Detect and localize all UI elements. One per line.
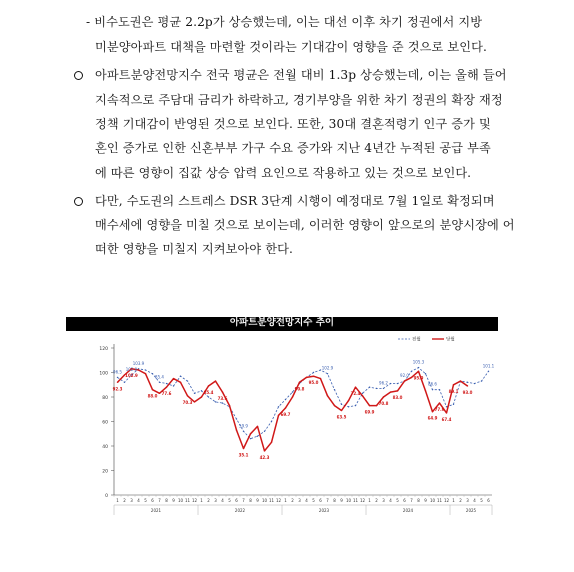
point-curr bbox=[376, 405, 377, 406]
point-prev bbox=[390, 383, 391, 384]
point-prev bbox=[397, 383, 398, 384]
point-curr bbox=[348, 400, 349, 401]
point-prev bbox=[418, 367, 419, 368]
x-tick-label: 11 bbox=[352, 498, 359, 503]
point-curr bbox=[404, 380, 405, 381]
bullet-circle-icon bbox=[74, 197, 83, 206]
data-label-curr: 69.7 bbox=[280, 412, 291, 418]
x-tick-label: 6 bbox=[319, 498, 322, 503]
point-prev bbox=[166, 383, 167, 384]
x-tick-label: 7 bbox=[158, 498, 161, 503]
point-prev bbox=[222, 402, 223, 403]
paragraph-2-line-2: 매수세에 영향을 미칠 것으로 보이는데, 이러한 영향이 앞으로의 분양시장에 어 bbox=[95, 218, 515, 232]
x-tick-label: 3 bbox=[130, 498, 133, 503]
point-prev bbox=[425, 373, 426, 374]
point-curr bbox=[425, 390, 426, 391]
data-label-curr: 69.9 bbox=[364, 409, 375, 415]
x-tick-label: 8 bbox=[333, 498, 336, 503]
x-year-label: 2022 bbox=[234, 508, 246, 513]
point-curr bbox=[236, 429, 237, 430]
x-tick-label: 9 bbox=[256, 498, 259, 503]
x-tick-label: 5 bbox=[144, 498, 147, 503]
point-prev bbox=[236, 418, 237, 419]
data-label-curr: 102.9 bbox=[125, 372, 138, 378]
y-tick-label: 80 bbox=[102, 396, 108, 401]
bullet-circle-icon bbox=[74, 71, 83, 80]
point-prev bbox=[215, 401, 216, 402]
point-curr bbox=[229, 405, 230, 406]
x-tick-label: 3 bbox=[298, 498, 301, 503]
point-curr bbox=[320, 378, 321, 379]
x-tick-label: 11 bbox=[436, 498, 443, 503]
point-prev bbox=[243, 431, 244, 432]
point-curr bbox=[194, 401, 195, 402]
point-curr bbox=[355, 387, 356, 388]
point-curr bbox=[173, 378, 174, 379]
point-curr bbox=[278, 415, 279, 416]
data-label-curr: 73.6 bbox=[217, 396, 228, 402]
x-year-label: 2024 bbox=[402, 508, 414, 513]
x-tick-label: 5 bbox=[228, 498, 231, 503]
point-prev bbox=[446, 406, 447, 407]
point-prev bbox=[257, 436, 258, 437]
x-tick-label: 12 bbox=[359, 498, 366, 503]
point-prev bbox=[369, 387, 370, 388]
point-curr bbox=[138, 369, 139, 370]
data-label-curr: 95.0 bbox=[308, 380, 319, 386]
x-tick-label: 6 bbox=[151, 498, 154, 503]
x-tick-label: 3 bbox=[466, 498, 469, 503]
point-curr bbox=[257, 426, 258, 427]
point-prev bbox=[117, 377, 118, 378]
x-tick-label: 12 bbox=[191, 498, 198, 503]
legend-label-prev: 전월 bbox=[412, 337, 421, 343]
point-curr bbox=[292, 396, 293, 397]
data-label-prev: 59.9 bbox=[239, 423, 248, 429]
data-label-prev: 101.1 bbox=[482, 363, 495, 369]
x-tick-label: 6 bbox=[403, 498, 406, 503]
data-label-curr: 89.1 bbox=[448, 388, 459, 394]
x-year-label: 2023 bbox=[318, 508, 330, 513]
point-curr bbox=[369, 405, 370, 406]
x-tick-label: 1 bbox=[284, 498, 287, 503]
point-curr bbox=[411, 377, 412, 378]
point-curr bbox=[264, 450, 265, 451]
point-curr bbox=[215, 380, 216, 381]
y-tick-label: 120 bbox=[99, 347, 108, 352]
point-prev bbox=[432, 389, 433, 390]
x-tick-label: 11 bbox=[268, 498, 275, 503]
x-tick-label: 3 bbox=[214, 498, 217, 503]
point-prev bbox=[152, 373, 153, 374]
data-label-prev: 92.0 bbox=[400, 373, 409, 379]
y-tick-label: 100 bbox=[99, 371, 108, 377]
data-label-curr: 35.1 bbox=[238, 452, 249, 458]
point-curr bbox=[187, 395, 188, 396]
data-label-curr: 64.9 bbox=[427, 415, 438, 421]
x-tick-label: 2 bbox=[207, 498, 210, 503]
point-curr bbox=[285, 407, 286, 408]
data-label-curr: 70.8 bbox=[378, 401, 389, 406]
point-curr bbox=[166, 387, 167, 388]
point-prev bbox=[453, 404, 454, 405]
x-tick-label: 5 bbox=[396, 498, 399, 503]
x-tick-label: 1 bbox=[368, 498, 371, 503]
point-curr bbox=[299, 382, 300, 383]
point-prev bbox=[173, 385, 174, 386]
x-tick-label: 4 bbox=[221, 498, 224, 503]
point-prev bbox=[208, 396, 209, 397]
point-curr bbox=[117, 382, 118, 383]
point-prev bbox=[439, 389, 440, 390]
point-curr bbox=[418, 371, 419, 372]
point-prev bbox=[292, 391, 293, 392]
x-year-label: 2025 bbox=[465, 508, 477, 513]
y-tick-label: 60 bbox=[102, 420, 108, 426]
x-tick-label: 4 bbox=[389, 498, 392, 503]
point-prev bbox=[474, 383, 475, 384]
point-curr bbox=[313, 375, 314, 376]
point-curr bbox=[383, 396, 384, 397]
point-curr bbox=[243, 448, 244, 449]
x-tick-label: 4 bbox=[473, 498, 476, 503]
point-curr bbox=[152, 389, 153, 390]
data-label-curr: 92.3 bbox=[112, 386, 123, 392]
x-tick-label: 10 bbox=[345, 498, 352, 503]
x-tick-label: 11 bbox=[184, 498, 191, 503]
point-prev bbox=[327, 373, 328, 374]
x-tick-label: 10 bbox=[429, 498, 436, 503]
point-prev bbox=[376, 388, 377, 389]
point-curr bbox=[397, 390, 398, 391]
point-prev bbox=[285, 399, 286, 400]
apartment-presale-index-chart bbox=[66, 330, 498, 520]
point-curr bbox=[390, 391, 391, 392]
point-prev bbox=[362, 393, 363, 394]
data-label-curr: 83.0 bbox=[392, 394, 403, 400]
point-curr bbox=[180, 382, 181, 383]
point-curr bbox=[341, 410, 342, 411]
data-label-prev: 85.4 bbox=[155, 374, 164, 380]
x-tick-label: 4 bbox=[305, 498, 308, 503]
paragraph-1-line-1: 아파트분양전망지수 전국 평균은 전월 대비 1.3p 상승했는데, 이는 올해 들어 bbox=[95, 68, 507, 82]
x-tick-label: 1 bbox=[452, 498, 455, 503]
point-curr bbox=[362, 395, 363, 396]
x-tick-label: 8 bbox=[249, 498, 252, 503]
point-prev bbox=[201, 390, 202, 391]
point-curr bbox=[222, 391, 223, 392]
data-label-prev: 96.5 bbox=[113, 369, 122, 375]
point-prev bbox=[411, 371, 412, 372]
point-curr bbox=[460, 380, 461, 381]
data-label-curr: 77.9 bbox=[434, 407, 445, 413]
x-tick-label: 10 bbox=[177, 498, 184, 503]
point-prev bbox=[145, 369, 146, 370]
point-curr bbox=[145, 373, 146, 374]
data-label-curr: 63.5 bbox=[336, 414, 347, 420]
data-label-curr: 67.4 bbox=[441, 416, 452, 422]
x-tick-label: 9 bbox=[172, 498, 175, 503]
paragraph-1-line-3: 정책 기대감이 반영된 것으로 보인다. 또한, 30대 결혼적령기 인구 증가 및 bbox=[95, 117, 491, 131]
point-prev bbox=[383, 388, 384, 389]
x-tick-label: 6 bbox=[487, 498, 490, 503]
x-tick-label: 1 bbox=[200, 498, 203, 503]
data-label-curr: 88.0 bbox=[147, 393, 158, 399]
point-curr bbox=[159, 393, 160, 394]
data-label-curr: 77.6 bbox=[161, 391, 172, 397]
point-prev bbox=[187, 380, 188, 381]
data-label-curr: 72.4 bbox=[350, 391, 361, 397]
data-label-curr: 93.0 bbox=[462, 389, 473, 395]
point-prev bbox=[467, 382, 468, 383]
point-prev bbox=[348, 406, 349, 407]
point-prev bbox=[250, 438, 251, 439]
point-prev bbox=[355, 405, 356, 406]
y-tick-label: 20 bbox=[102, 469, 108, 475]
point-prev bbox=[271, 421, 272, 422]
x-tick-label: 2 bbox=[375, 498, 378, 503]
point-curr bbox=[439, 402, 440, 403]
point-prev bbox=[341, 404, 342, 405]
data-label-curr: 90.8 bbox=[294, 386, 305, 392]
x-tick-label: 5 bbox=[312, 498, 315, 503]
point-curr bbox=[306, 377, 307, 378]
point-prev bbox=[278, 406, 279, 407]
point-prev bbox=[488, 371, 489, 372]
y-tick-label: 0 bbox=[105, 494, 108, 499]
sub-bullet-line-2: 미분양아파트 대책을 마련할 것이라는 기대감이 영향을 준 것으로 보인다. bbox=[95, 40, 487, 54]
point-curr bbox=[453, 384, 454, 385]
point-curr bbox=[446, 412, 447, 413]
x-tick-label: 9 bbox=[424, 498, 427, 503]
x-year-label: 2021 bbox=[150, 508, 162, 513]
x-tick-label: 2 bbox=[123, 498, 126, 503]
point-curr bbox=[201, 396, 202, 397]
chart-title: 아파트분양전망지수 추이 bbox=[229, 317, 335, 328]
data-label-prev: 103.9 bbox=[132, 360, 145, 366]
y-tick-label: 40 bbox=[102, 445, 108, 450]
point-curr bbox=[271, 442, 272, 443]
paragraph-1-line-2: 지속적으로 주담대 금리가 하락하고, 경기부양을 위한 차기 정권의 확장 재정 bbox=[95, 93, 503, 107]
data-label-prev: 102.9 bbox=[125, 366, 138, 372]
x-tick-label: 12 bbox=[443, 498, 450, 503]
x-tick-label: 8 bbox=[417, 498, 420, 503]
sub-bullet-line-1: - 비수도권은 평균 2.2p가 상승했는데, 이는 대선 이후 차기 정권에서 지방 bbox=[86, 15, 483, 29]
x-tick-label: 2 bbox=[459, 498, 462, 503]
point-curr bbox=[208, 385, 209, 386]
x-tick-label: 1 bbox=[116, 498, 119, 503]
paragraph-2-line-1: 다만, 수도권의 스트레스 DSR 3단계 시행이 예정대로 7월 1일로 확정되며 bbox=[95, 194, 495, 208]
point-curr bbox=[250, 433, 251, 434]
legend-label-curr: 당월 bbox=[446, 337, 455, 343]
data-label-curr: 70.3 bbox=[182, 399, 193, 405]
paragraph-1-line-5: 에 따른 영향이 집값 상승 압력 요인으로 작용하고 있는 것으로 보인다. bbox=[95, 166, 472, 180]
x-tick-label: 7 bbox=[410, 498, 413, 503]
point-prev bbox=[264, 431, 265, 432]
paragraph-1-line-4: 혼인 증가로 인한 신혼부부 가구 수요 증가와 지난 4년간 누적된 공급 부족 bbox=[95, 141, 491, 155]
x-tick-label: 7 bbox=[326, 498, 329, 503]
paragraph-2-line-3: 떠한 영향을 미칠지 지켜보아야 한다. bbox=[95, 242, 293, 256]
x-tick-label: 3 bbox=[382, 498, 385, 503]
point-prev bbox=[159, 382, 160, 383]
point-prev bbox=[334, 389, 335, 390]
x-tick-label: 8 bbox=[165, 498, 168, 503]
data-label-prev: 96.2 bbox=[379, 380, 388, 386]
x-tick-label: 7 bbox=[242, 498, 245, 503]
data-label-prev: 102.9 bbox=[321, 365, 334, 371]
x-tick-label: 10 bbox=[261, 498, 268, 503]
data-label-curr: 95.9 bbox=[413, 375, 424, 381]
point-prev bbox=[124, 382, 125, 383]
point-curr bbox=[432, 411, 433, 412]
x-tick-label: 9 bbox=[340, 498, 343, 503]
x-tick-label: 2 bbox=[291, 498, 294, 503]
point-prev bbox=[194, 393, 195, 394]
point-prev bbox=[481, 380, 482, 381]
x-tick-label: 4 bbox=[137, 498, 140, 503]
x-tick-label: 12 bbox=[275, 498, 282, 503]
data-label-prev: 86.6 bbox=[428, 381, 437, 387]
point-prev bbox=[313, 372, 314, 373]
point-curr bbox=[334, 405, 335, 406]
data-label-prev: 105.3 bbox=[412, 359, 425, 365]
point-curr bbox=[327, 395, 328, 396]
data-label-curr: 42.3 bbox=[259, 454, 270, 460]
point-curr bbox=[467, 385, 468, 386]
x-tick-label: 5 bbox=[480, 498, 483, 503]
point-prev bbox=[180, 375, 181, 376]
data-label-curr: 85.4 bbox=[203, 389, 214, 395]
x-tick-label: 6 bbox=[235, 498, 238, 503]
